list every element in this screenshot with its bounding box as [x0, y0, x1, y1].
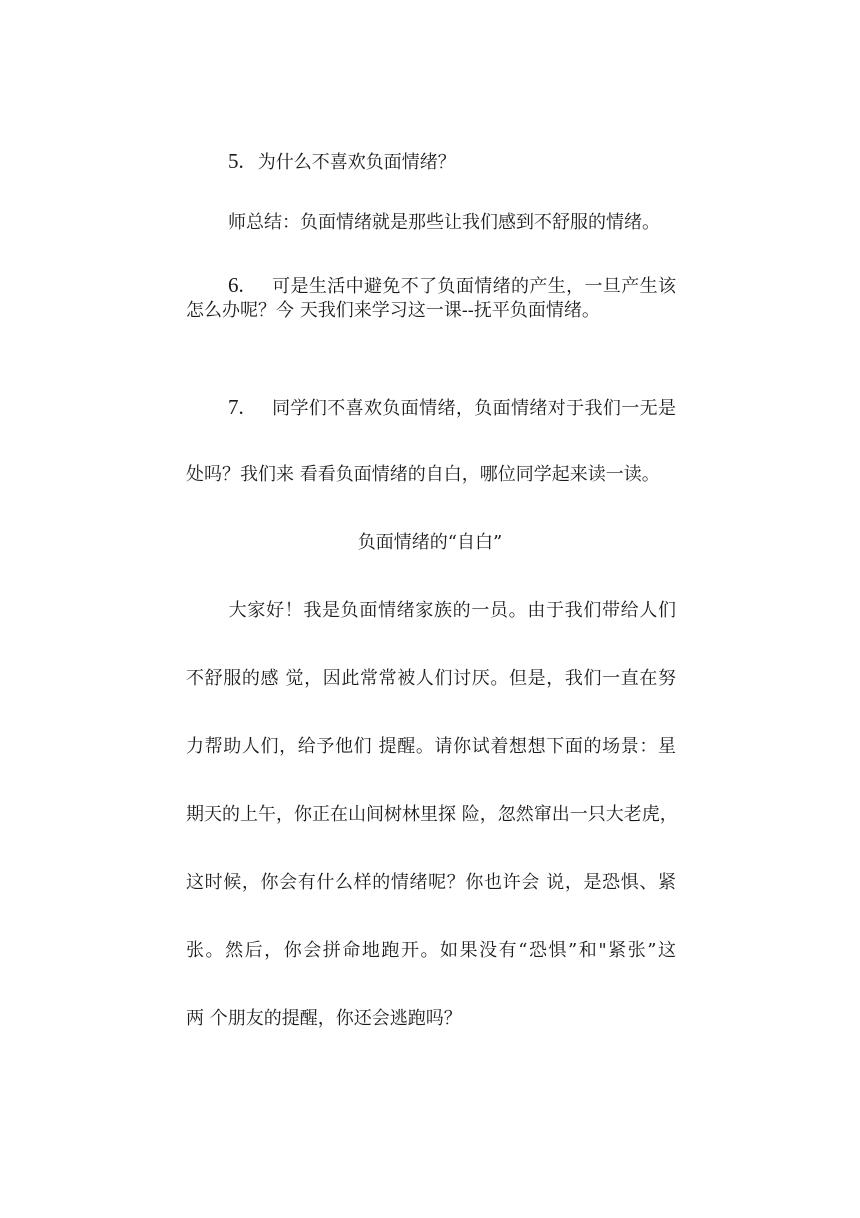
- item-7-line-1: [186, 396, 676, 420]
- reading-line: [186, 804, 676, 826]
- reading-title: 负面情绪的“自白”: [357, 532, 503, 553]
- reading-line-text: 力帮助人们，给予他们 提醒。请你试着想想下面的场景：星: [186, 736, 676, 757]
- item-7-line-2-text: 处吗？我们来 看看负面情绪的自白，哪位同学起来读一读。: [186, 464, 660, 485]
- reading-line-text: 不舒服的感 觉，因此常常被人们讨厌。但是，我们一直在努: [186, 668, 676, 689]
- item-7-line-2: [186, 464, 676, 486]
- reading-line: [186, 736, 676, 758]
- teacher-summary-text: 师总结：负面情绪就是那些让我们感到不舒服的情绪。: [228, 212, 660, 233]
- item-7-number: 7.: [228, 395, 244, 419]
- reading-line-text: 这时候，你会有什么样的情绪呢？你也许会 说，是恐惧、紧: [186, 872, 676, 893]
- reading-line: [186, 1008, 676, 1030]
- reading-line-text: 张。然后，你会拼命地跑开。如果没有“恐惧”和"紧张”这: [186, 940, 676, 961]
- reading-line-text: 期天的上午，你正在山间树林里探 险，忽然窜出一只大老虎，: [186, 804, 678, 825]
- item-5: [186, 150, 676, 174]
- reading-line: [186, 600, 676, 622]
- item-6-number: 6.: [228, 273, 244, 297]
- item-7-line-1-text: 同学们不喜欢负面情绪，负面情绪对于我们一无是: [271, 398, 676, 419]
- item-6-line-2-text: 怎么办呢？今 天我们来学习这一课--抚平负面情绪。: [186, 300, 600, 321]
- reading-line: [186, 872, 676, 894]
- reading-line: [186, 668, 676, 690]
- item-6-line-1-text: 可是生活中避免不了负面情绪的产生，一旦产生该: [271, 276, 676, 297]
- item-6-line-1: [186, 274, 676, 298]
- reading-line-text: 两 个朋友的提醒，你还会逃跑吗？: [186, 1008, 462, 1029]
- item-6-line-2: [186, 300, 676, 322]
- reading-line: [186, 940, 676, 962]
- item-5-number: 5.: [228, 149, 244, 173]
- item-5-text: 为什么不喜欢负面情绪？: [257, 152, 456, 173]
- reading-line-text: 大家好！我是负面情绪家族的一员。由于我们带给人们: [228, 600, 676, 621]
- teacher-summary: [186, 212, 676, 234]
